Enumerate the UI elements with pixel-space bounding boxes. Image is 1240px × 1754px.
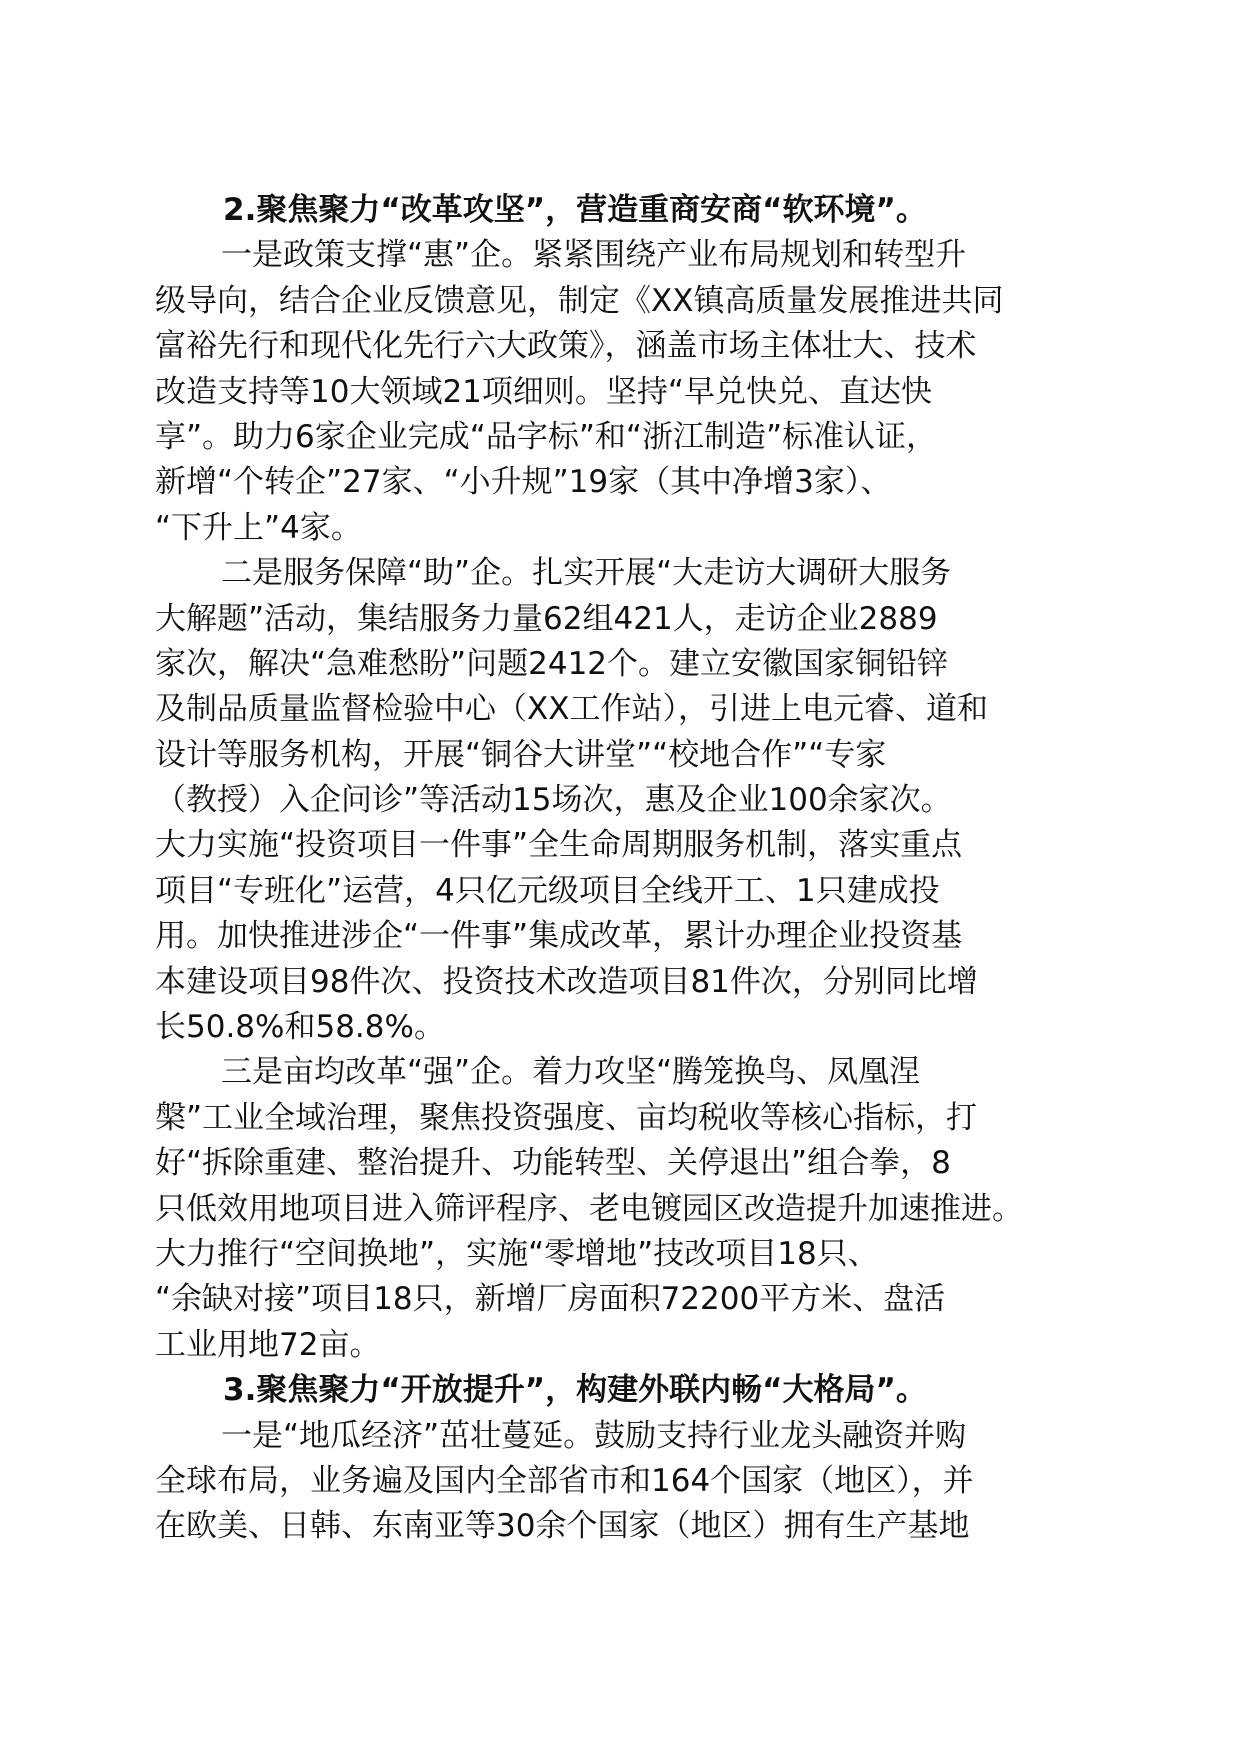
paragraph-line: （教授）入企问诊”等活动15场次，惠及企业100余家次。 [155, 782, 952, 819]
paragraph-line: 改造支持等10大领域21项细则。坚持“早兑快兑、直达快 [155, 373, 932, 410]
paragraph-line: 项目“专班化”运营，4只亿元级项目全线开工、1只建成投 [155, 872, 940, 909]
paragraph-line: 只低效用地项目进入筛评程序、老电镀园区改造提升加速推进。 [155, 1190, 1023, 1227]
paragraph-line: 级导向，结合企业反馈意见，制定《XX镇高质量发展推进共同 [155, 282, 1004, 319]
section-heading: 2.聚焦聚力“改革攻坚”，营造重商安商“软环境”。 [223, 192, 927, 228]
paragraph-line: 长50.8%和58.8%。 [155, 1009, 445, 1046]
paragraph-line: 二是服务保障“助”企。扎实开展“大走访大调研大服务 [221, 555, 952, 592]
paragraph-line: 用。加快推进涉企“一件事”集成改革，累计办理企业投资基 [155, 918, 963, 955]
paragraph-line: 家次，解决“急难愁盼”问题2412个。建立安徽国家铜铅锌 [155, 645, 949, 682]
paragraph-line: 富裕先行和现代化先行六大政策》，涵盖市场主体壮大、技术 [155, 328, 977, 365]
document-body [155, 188, 1105, 1550]
paragraph-line: 一是政策支撑“惠”企。紧紧围绕产业布局规划和转型升 [221, 237, 967, 274]
paragraph-line: 在欧美、日韩、东南亚等30余个国家（地区）拥有生产基地 [155, 1508, 970, 1545]
paragraph-line: 全球布局，业务遍及国内全部省市和164个国家（地区），并 [155, 1462, 974, 1499]
paragraph-line: 大力推行“空间换地”，实施“零增地”技改项目18只、 [155, 1235, 879, 1272]
section-heading: 3.聚焦聚力“开放提升”，构建外联内畅“大格局”。 [223, 1372, 927, 1409]
paragraph-line: 大解题”活动，集结服务力量62组421人，走访企业2889 [155, 600, 938, 637]
paragraph-line: 新增“个转企”27家、“小升规”19家（其中净增3家）、 [155, 464, 892, 501]
paragraph-line: 好“拆除重建、整治提升、功能转型、关停退出”组合拳，8 [155, 1145, 951, 1182]
paragraph-line: “余缺对接”项目18只，新增厂房面积72200平方米、盘活 [155, 1281, 946, 1318]
paragraph-line: 三是亩均改革“强”企。着力攻坚“腾笼换鸟、凤凰涅 [221, 1054, 921, 1091]
paragraph-line: 设计等服务机构，开展“铜谷大讲堂”“校地合作”“专家 [155, 736, 887, 773]
paragraph-line: “下升上”4家。 [155, 509, 362, 546]
paragraph-line: 享”。助力6家企业完成“品字标”和“浙江制造”标准认证， [155, 418, 938, 455]
paragraph-line: 本建设项目98件次、投资技术改造项目81件次，分别同比增 [155, 963, 978, 1000]
paragraph-line: 大力实施“投资项目一件事”全生命周期服务机制，落实重点 [155, 827, 963, 864]
paragraph-line: 工业用地72亩。 [155, 1326, 381, 1363]
paragraph-line: 一是“地瓜经济”茁壮蔓延。鼓励支持行业龙头融资并购 [221, 1417, 967, 1454]
paragraph-line: 及制品质量监督检验中心（XX工作站），引进上电元睿、道和 [155, 691, 988, 728]
paragraph-line: 槃”工业全域治理，聚焦投资强度、亩均税收等核心指标，打 [155, 1099, 978, 1136]
